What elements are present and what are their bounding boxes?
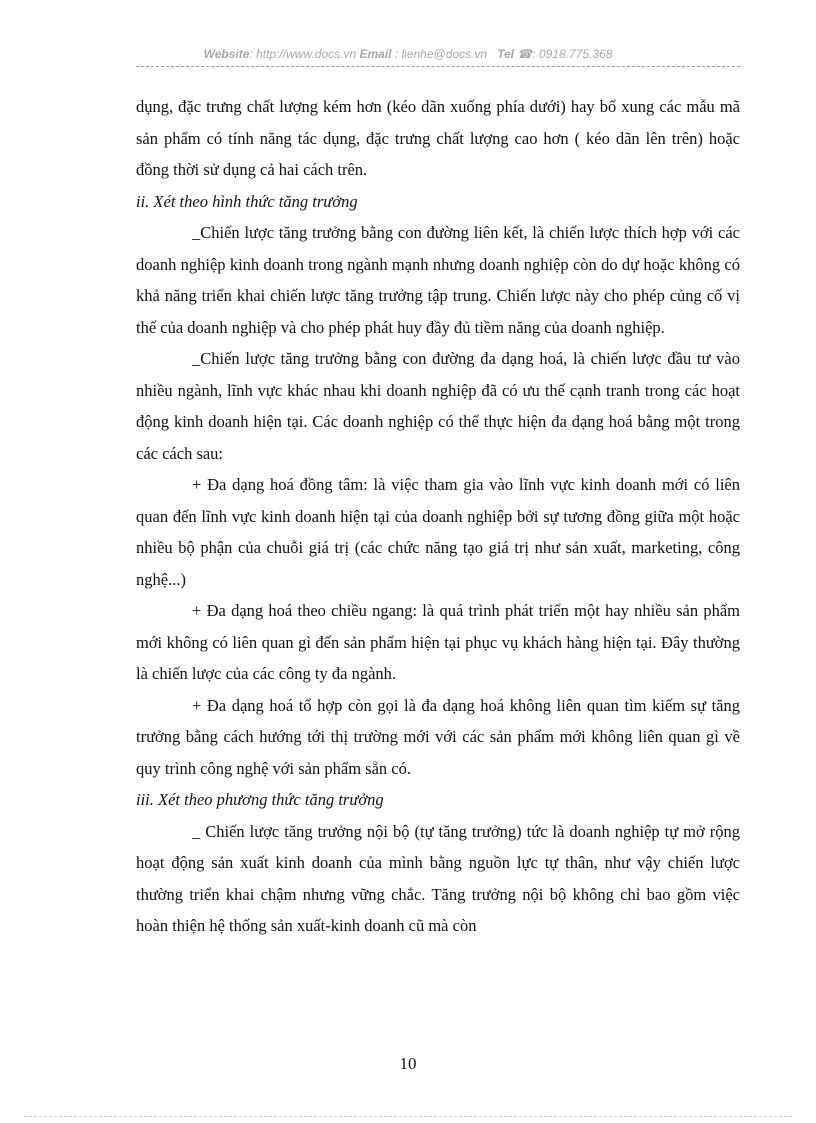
section-heading-growth-method: iii. Xét theo phương thức tăng trưởng <box>136 790 384 809</box>
paragraph-conglomerate-diversification: + Đa dạng hoá tổ hợp còn gọi là đa dạng hoá không liên quan tìm kiếm sự tăng trưởng bằng cách hướng tới thị trường mới với các sản phẩm mới không liên quan gì về quy trình công nghệ với sản phẩm sẵn có. <box>136 695 740 778</box>
footer-divider <box>24 1116 792 1117</box>
paragraph-diversification-strategy: _Chiến lược tăng trưởng bằng con đường đa dạng hoá, là chiến lược đầu tư vào nhiều ngành, lĩnh vực khác nhau khi doanh nghiệp đã có ưu thế cạnh tranh trong các hoạt động kinh doanh hiện tại. Các doanh nghiệp có thể thực hiện đa dạng hoá bằng một trong các cách sau: <box>136 349 740 463</box>
tel-value: : 0918.775.368 <box>532 47 613 61</box>
page-header <box>0 47 816 61</box>
tel-label: Tel <box>497 47 514 61</box>
paragraph-internal-growth: _ Chiến lược tăng trưởng nội bộ (tự tăng trưởng) tức là doanh nghiệp tự mở rộng hoạt động sản xuất kinh doanh của mình bằng nguồn lực tự thân, như vậy chiến lược thường triển khai chậm nhưng vững chắc. Tăng trưởng nội bộ không chỉ bao gồm việc hoàn thiện hệ thống sản xuất-kinh doanh cũ mà còn <box>136 821 740 935</box>
email-label: Email <box>359 47 392 61</box>
email-value: : lienhe@docs.vn <box>391 47 488 61</box>
phone-icon: ☎ <box>517 47 533 61</box>
website-label: Website <box>203 47 250 61</box>
paragraph-concentric-diversification: + Đa dạng hoá đồng tâm: là việc tham gia vào lĩnh vực kinh doanh mới có liên quan đến lĩnh vực kinh doanh hiện tại của doanh nghiệp bởi sự tương đồng giữa một hoặc nhiều bộ phận của chuỗi giá trị (các chức năng tạo giá trị như sản xuất, marketing, công nghệ...) <box>136 475 740 589</box>
document-body <box>136 91 740 942</box>
paragraph-continuation: dụng, đặc trưng chất lượng kém hơn (kéo dãn xuống phía dưới) hay bổ xung các mẫu mã sản phẩm có tính năng tác dụng, đặc trưng chất lượng cao hơn ( kéo dãn lên trên) hoặc đồng thời sử dụng cả hai cách trên. <box>136 97 740 179</box>
paragraph-integration-strategy: _Chiến lược tăng trưởng bằng con đường liên kết, là chiến lược thích hợp với các doanh nghiệp kinh doanh trong ngành mạnh nhưng doanh nghiệp còn do dự hoặc không có khả năng triển khai chiến lược tăng trưởng tập trung. Chiến lược này cho phép củng cố vị thế của doanh nghiệp và cho phép phát huy đầy đủ tiềm năng của doanh nghiệp. <box>136 223 740 337</box>
header-divider <box>136 66 740 67</box>
paragraph-horizontal-diversification: + Đa dạng hoá theo chiều ngang: là quá trình phát triển một hay nhiều sản phẩm mới không có liên quan gì đến sản phẩm hiện tại phục vụ khách hàng hiện tại. Đây thường là chiến lược của các công ty đa ngành. <box>136 601 740 683</box>
page-number: 10 <box>399 1054 417 1073</box>
website-value: : http://www.docs.vn <box>249 47 357 61</box>
section-heading-growth-form: ii. Xét theo hình thức tăng trưởng <box>136 191 358 211</box>
